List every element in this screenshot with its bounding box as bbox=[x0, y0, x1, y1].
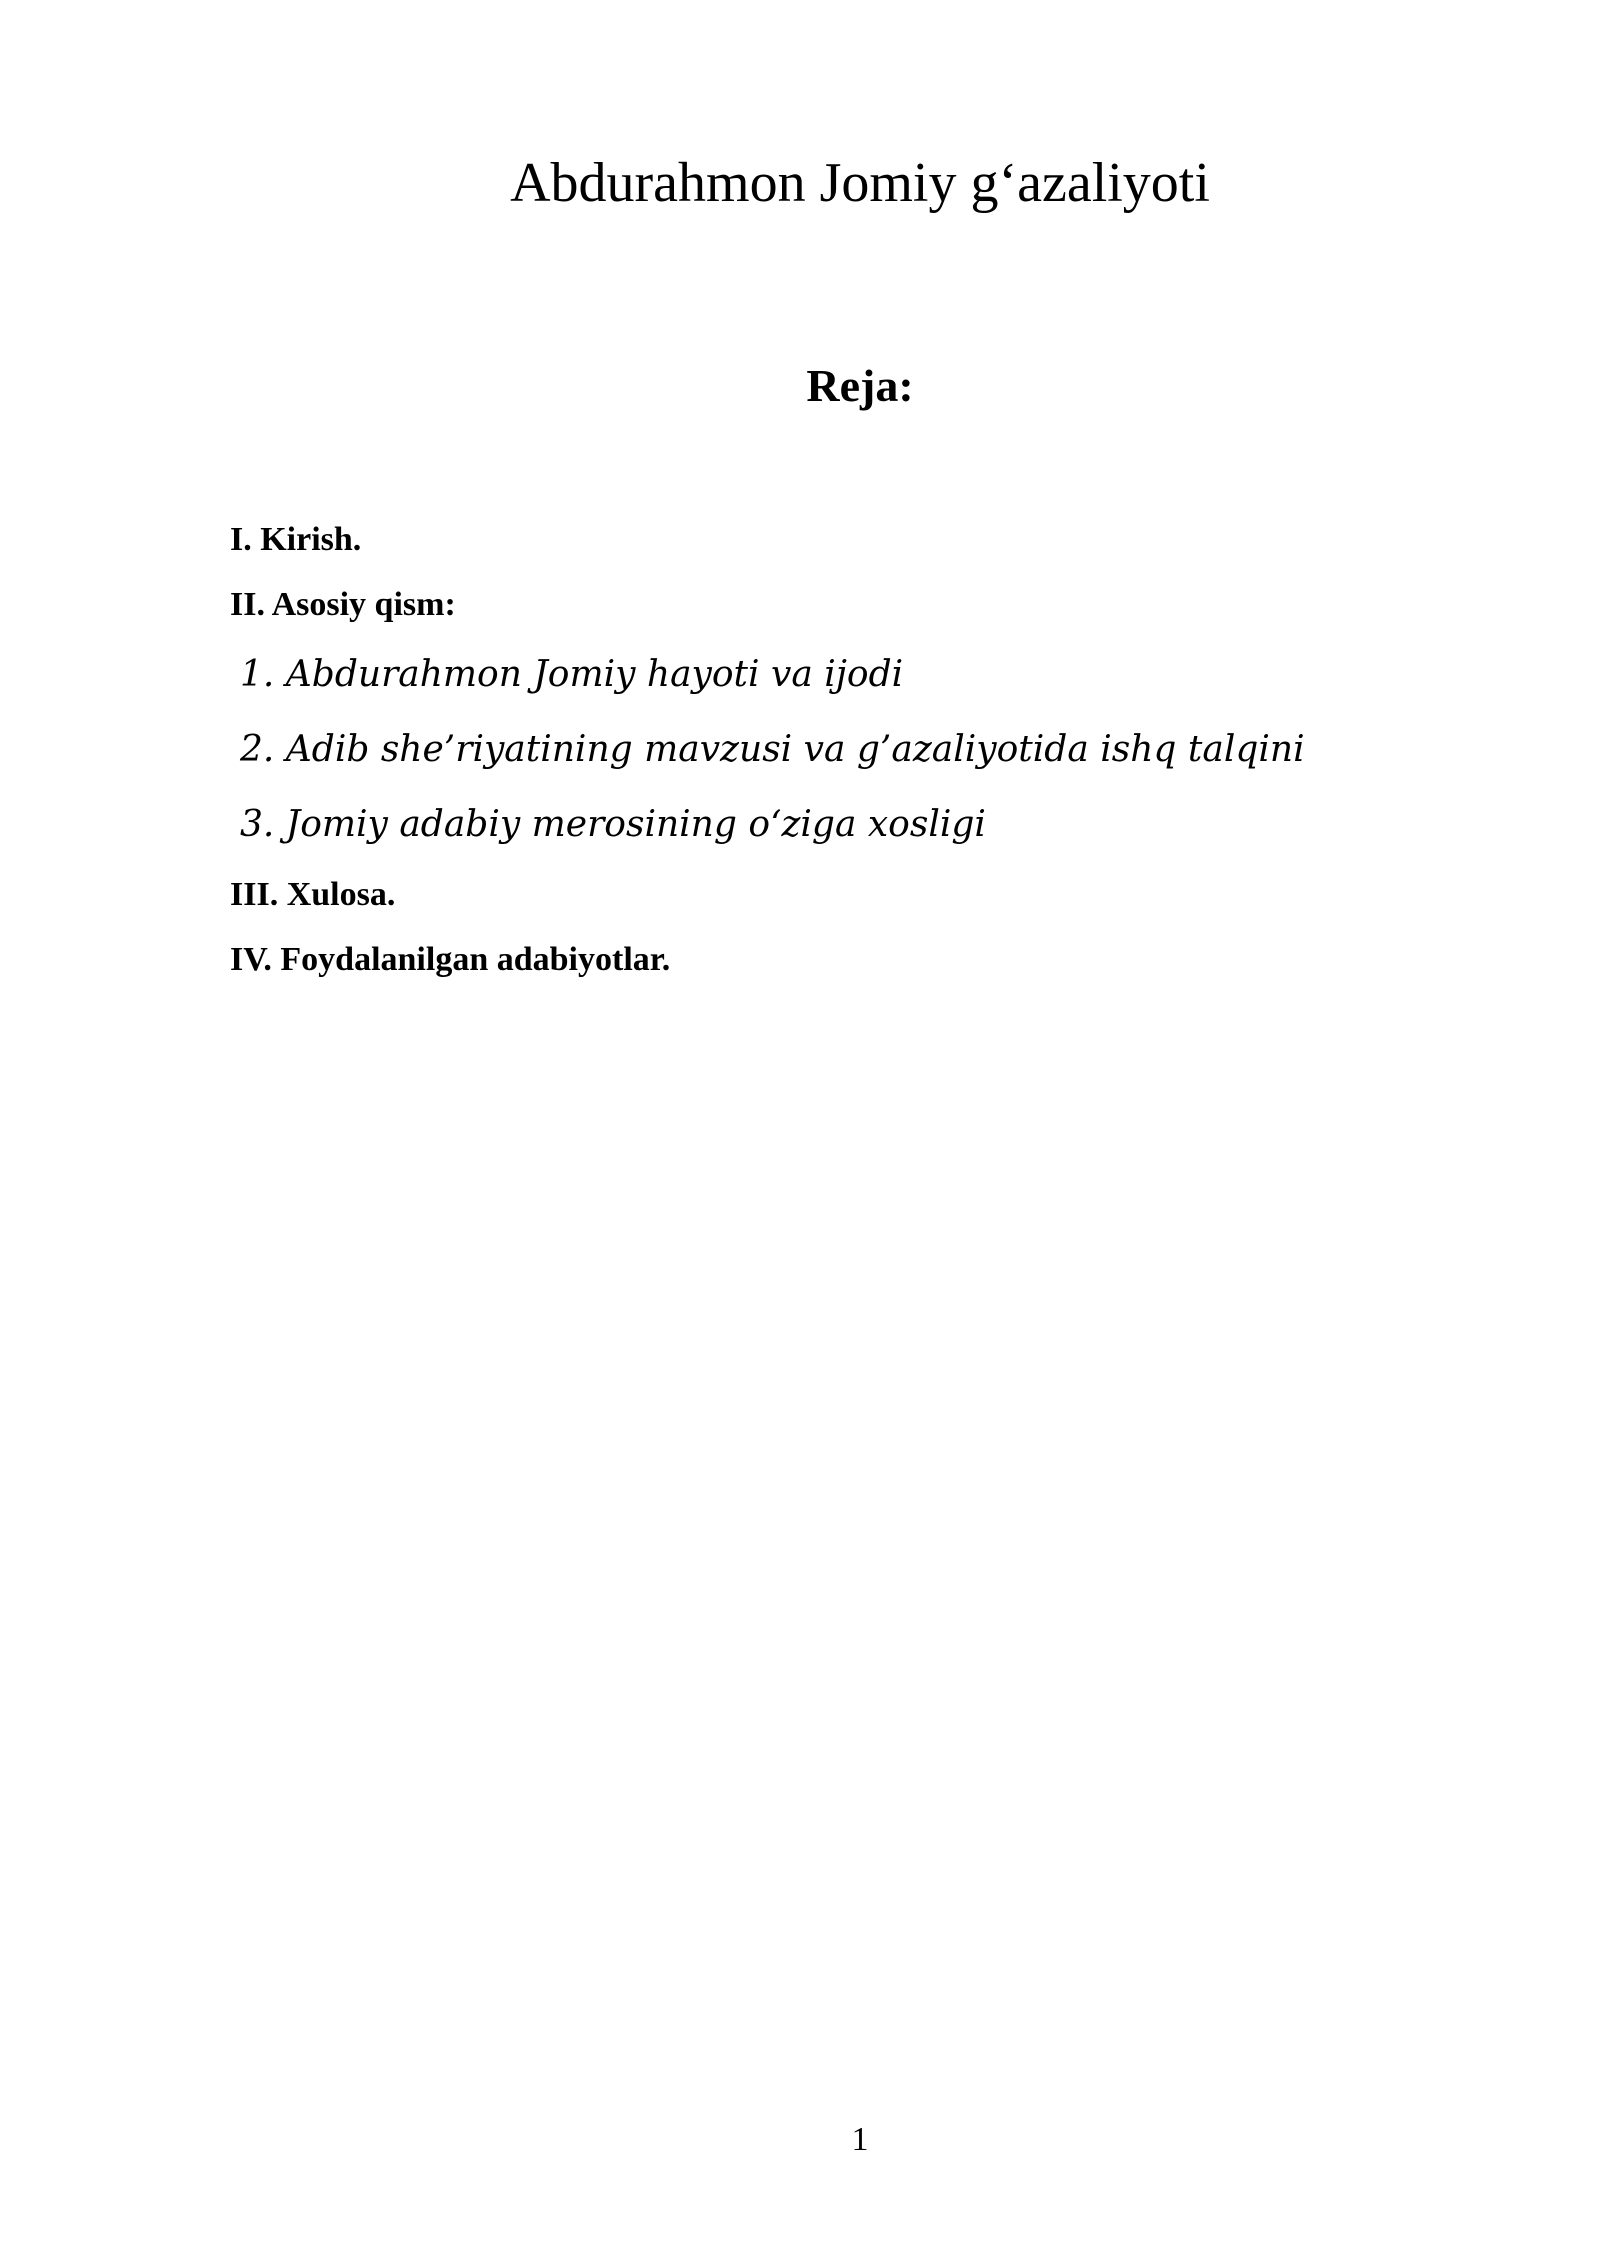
plan-subitem-poetry-theme: 2. Adib she’riyatining mavzusi va g’azaliyotida ishq talqini bbox=[240, 729, 1305, 770]
plan-item-conclusion: III. Xulosa. bbox=[230, 876, 396, 913]
plan-subitem-literary-heritage: 3. Jomiy adabiy merosining o‘ziga xosligi bbox=[240, 804, 986, 845]
document-title: Abdurahmon Jomiy g‘azaliyoti bbox=[510, 152, 1210, 214]
plan-subitem-life-and-work: 1. Abdurahmon Jomiy hayoti va ijodi bbox=[240, 654, 904, 695]
plan-item-references: IV. Foydalanilgan adabiyotlar. bbox=[230, 941, 671, 978]
plan-heading: Reja: bbox=[806, 360, 914, 411]
page-number: 1 bbox=[851, 2121, 869, 2158]
plan-item-introduction: I. Kirish. bbox=[230, 521, 362, 558]
plan-list bbox=[230, 520, 1430, 1005]
plan-item-main-part: II. Asosiy qism: bbox=[230, 586, 456, 623]
